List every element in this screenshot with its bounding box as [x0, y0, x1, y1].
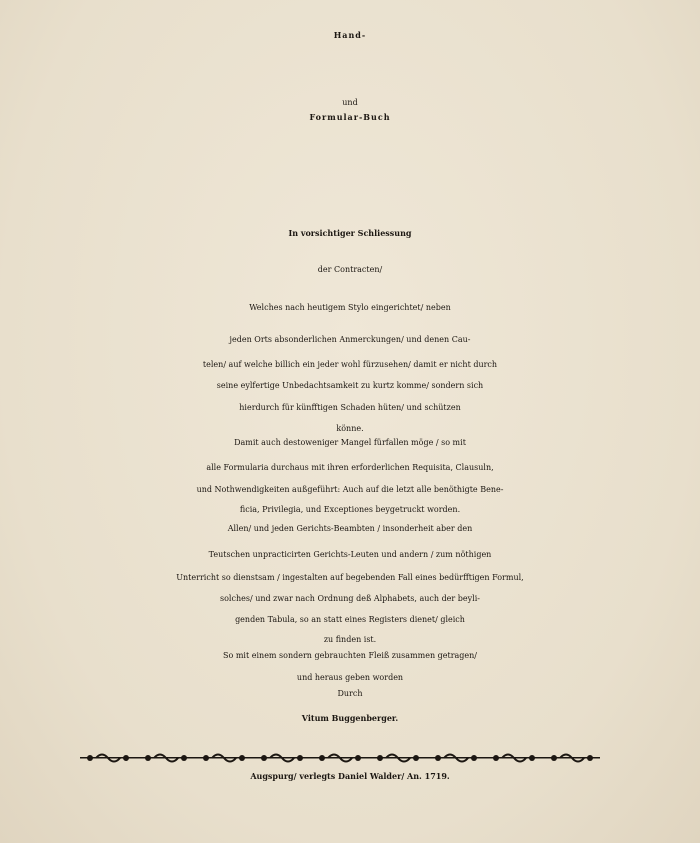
body-line: alle Formularia durchaus mit ihren erforderlichen Requisita, Clausuln,	[206, 463, 494, 472]
body-line: telen/ auf welche billich ein jeder wohl fürzusehen/ damit er nicht durch	[202, 360, 498, 369]
body-line: zu finden ist.	[323, 635, 377, 644]
body-line: seine eylfertige Unbedachtsamkeit zu kurtz komme/ sondern sich	[216, 381, 484, 390]
body-line: Welches nach heutigem Stylo eingerichtet/ neben	[249, 303, 451, 312]
body-line: könne.	[336, 424, 364, 433]
body-line: und Nothwendigkeiten außgeführt: Auch auf die letzt alle benöthigte Bene-	[196, 485, 504, 494]
body-line: Teutschen unpracticirten Gerichts-Leuten und andern / zum nöthigen	[208, 550, 492, 559]
title-und: und	[342, 98, 358, 107]
body-line: ficia, Privilegia, und Exceptiones beygetruckt worden.	[239, 505, 461, 514]
body-line: und heraus geben worden	[296, 673, 404, 682]
title-line-formular-buch: Formular-Buch	[309, 112, 391, 122]
ornament-rule	[80, 750, 600, 766]
body-line: hierdurch für künfftigen Schaden hüten/ und schützen	[239, 403, 461, 412]
body-line: Unterricht so dienstsam / ingestalten auf begebenden Fall eines bedürfftigen Formul,	[176, 573, 524, 582]
body-line: So mit einem sondern gebrauchten Fleiß zusammen getragen/	[223, 651, 477, 660]
imprint-line: Augspurg/ verlegts Daniel Walder/ An. 1719.	[250, 771, 450, 781]
body-line: genden Tabula, so an statt eines Registers dienet/ gleich	[235, 615, 465, 624]
body-line: solches/ und zwar nach Ordnung deß Alphabets, auch der beyli-	[220, 594, 480, 603]
subtitle-line-2: der Contracten/	[317, 265, 383, 274]
subtitle-line-1: In vorsichtiger Schliessung	[288, 228, 412, 238]
body-line: jeden Orts absonderlichen Anmerckungen/ und denen Cau-	[229, 335, 471, 344]
author-name: Vitum Buggenberger.	[301, 713, 399, 723]
body-line: Allen/ und jeden Gerichts-Beambten / insonderheit aber den	[227, 524, 473, 533]
body-line: Damit auch destoweniger Mangel fürfallen möge / so mit	[234, 438, 466, 447]
title-line-hand: Hand-	[333, 30, 367, 40]
durch-label: Durch	[337, 689, 363, 698]
